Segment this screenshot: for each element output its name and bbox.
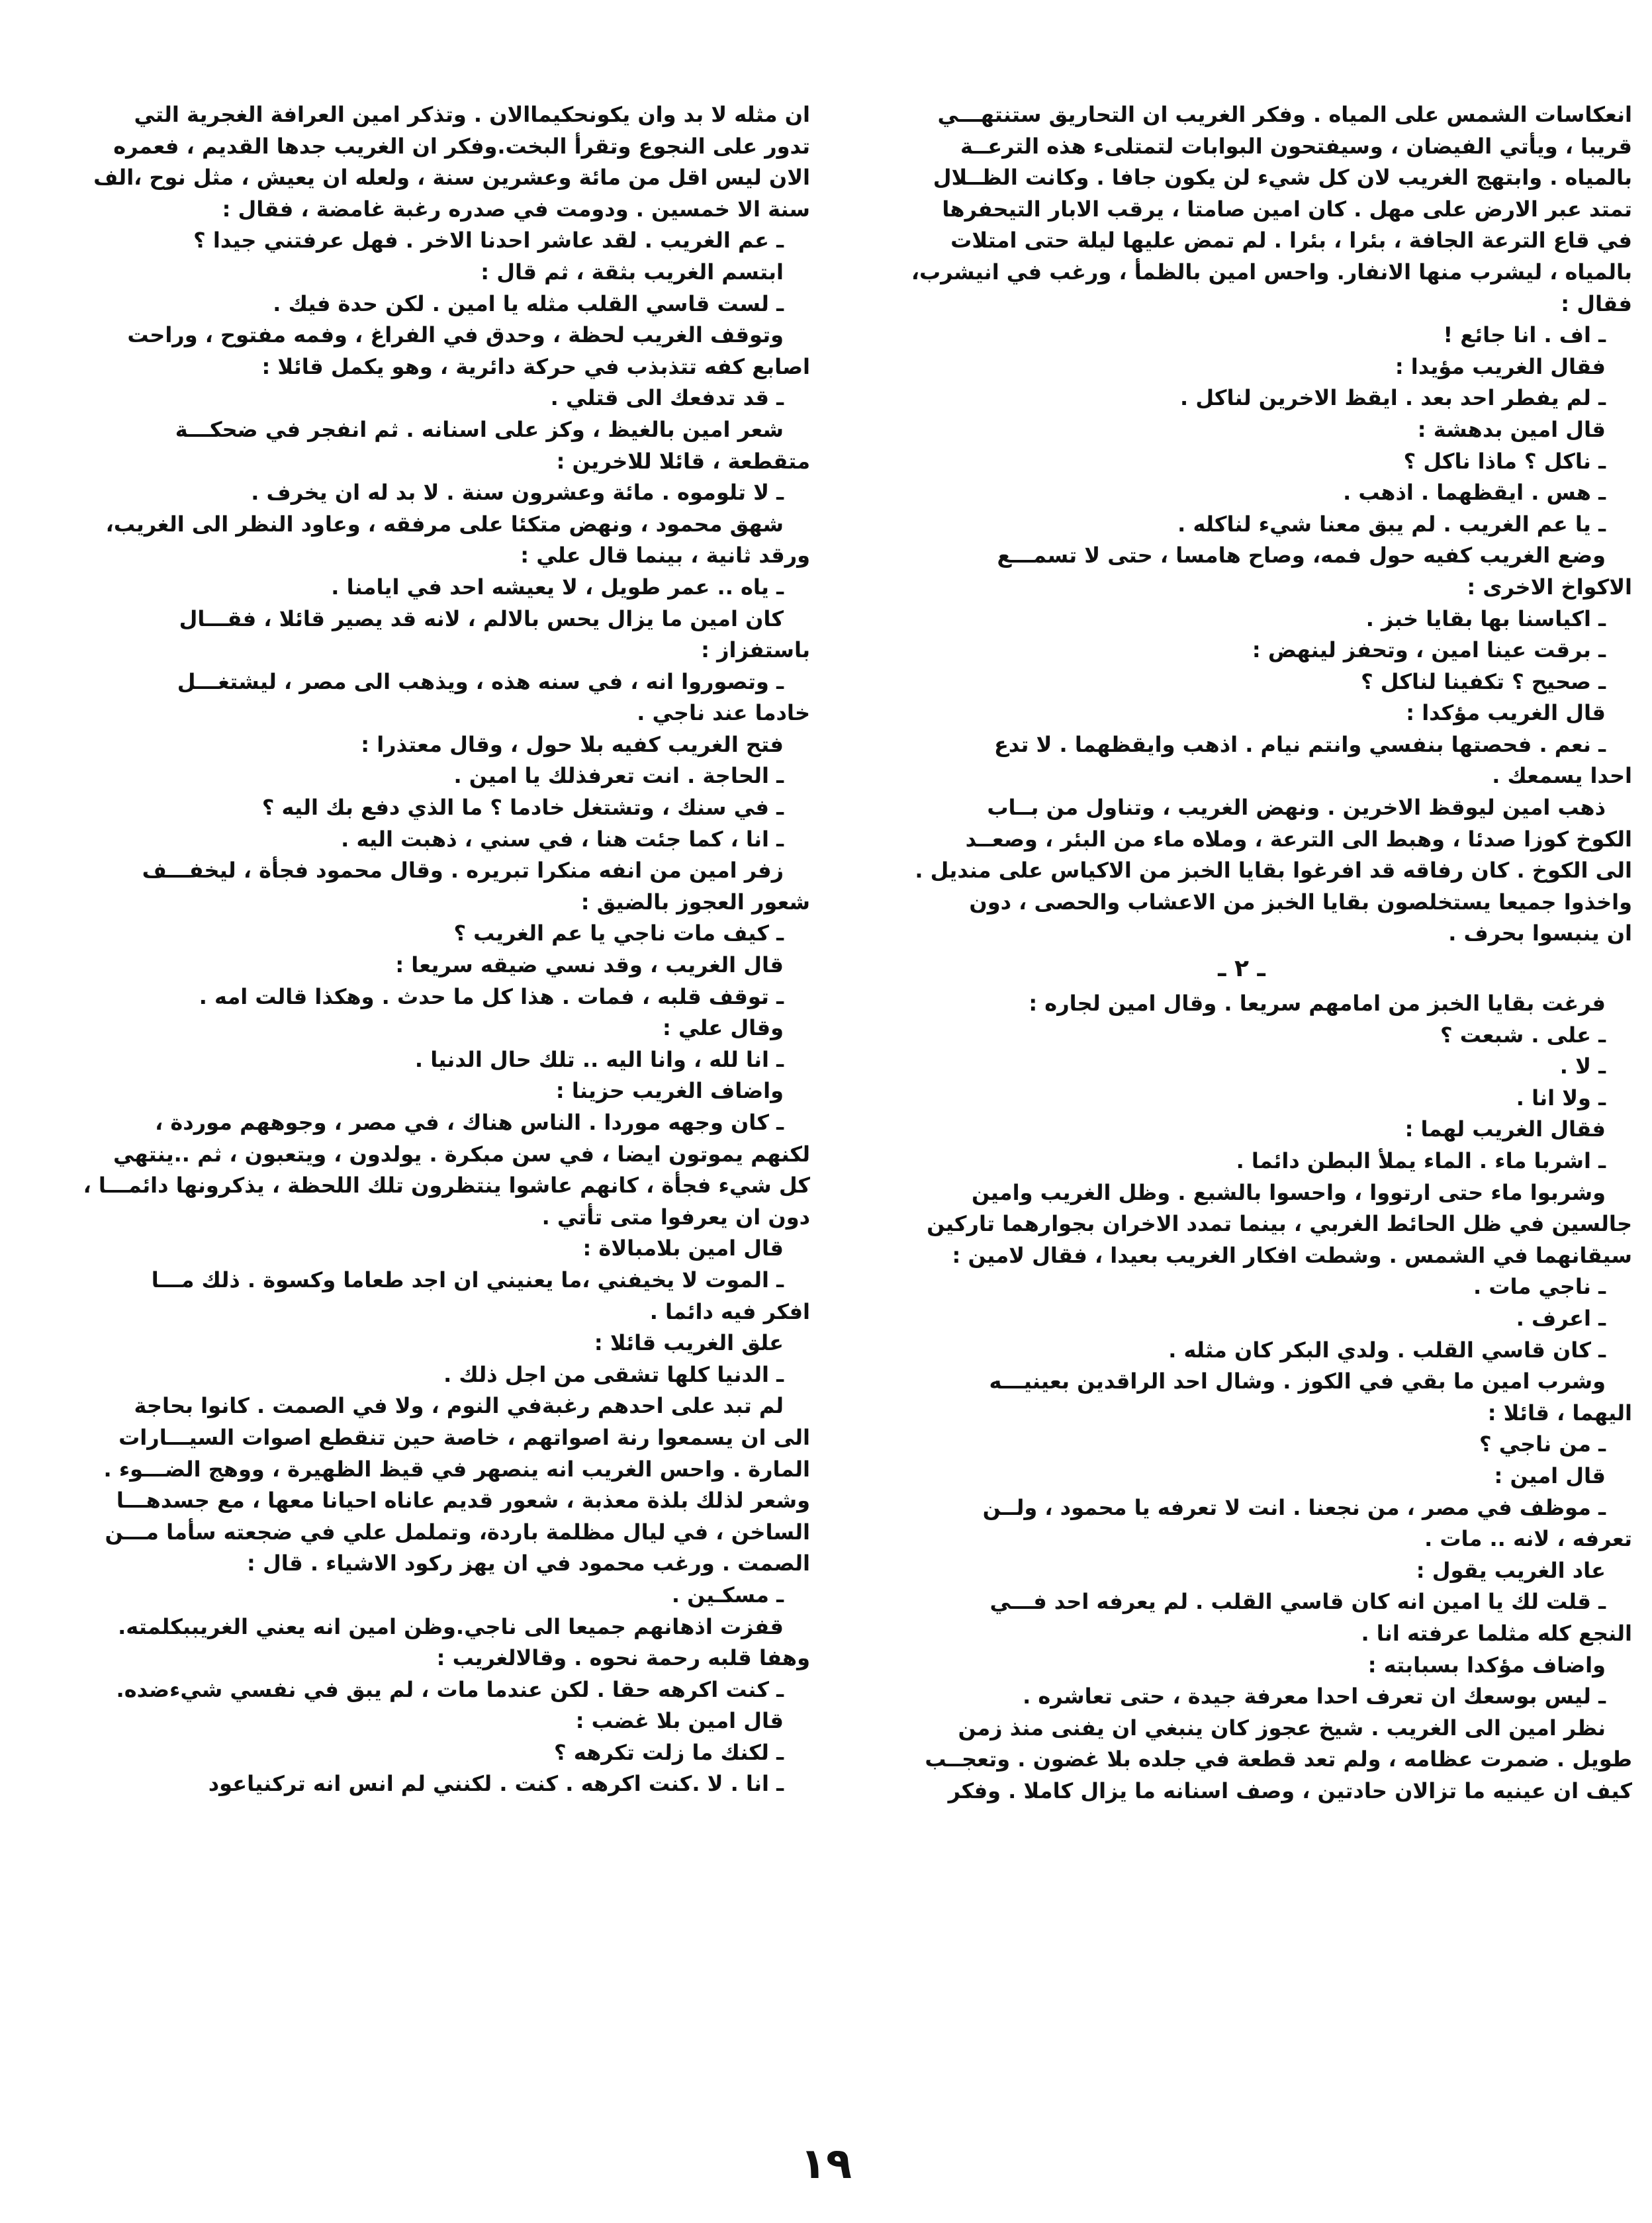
text-line: قريبا ، ويأتي الفيضان ، وسيفتحون البوابات لتمتلىء هذه الترعــة xyxy=(960,133,1632,159)
page-number: ١٩ xyxy=(800,2140,852,2189)
dialogue-line: ـ موظف في مصر ، من نجعنا . انت لا تعرفه يا محمود ، ولــن xyxy=(982,1494,1606,1520)
text-line: الكوخ كوزا صدئا ، وهبط الى الترعة ، وملاه ماء من البئر ، وصعــد xyxy=(965,826,1632,852)
text-line: قال امين بلا غضب : xyxy=(575,1708,784,1734)
dialogue-line: ـ لا . xyxy=(1559,1054,1606,1079)
dialogue-line: ـ هس . ايقظهما . اذهب . xyxy=(1343,480,1606,506)
dialogue-line: ـ انا لله ، وانا اليه .. تلك حال الدنيا . xyxy=(414,1046,784,1072)
dialogue-line: ـ لكنك ما زلت تكرهه ؟ xyxy=(554,1739,784,1765)
text-line: افكر فيه دائما . xyxy=(649,1298,810,1324)
text-line: اليهما ، قائلا : xyxy=(1487,1400,1632,1426)
dialogue-line: ـ كيف مات ناجي يا عم الغريب ؟ xyxy=(453,921,784,946)
dialogue-line: ـ ليس بوسعك ان تعرف احدا معرفة جيدة ، حتى تعاشره . xyxy=(1023,1684,1606,1709)
text-line: وشعر لذلك بلذة معذبة ، شعور قديم عاناه احيانا معها ، مع جسدهـــا xyxy=(116,1488,810,1514)
text-line: الان ليس اقل من مائة وعشرين سنة ، ولعله ان يعيش ، مثل نوح ،الف xyxy=(93,165,810,191)
text-line: الى الكوخ . كان رفاقه قد افرغوا بقايا الخبز من الاكياس على منديل . xyxy=(915,858,1632,884)
text-line: الاكواخ الاخرى : xyxy=(1467,574,1632,600)
dialogue-line: ـ على . شبعت ؟ xyxy=(1440,1022,1606,1048)
dialogue-line: ـ ناكل ؟ ماذا ناكل ؟ xyxy=(1403,448,1606,474)
text-line: سنة الا خمسين . ودومت في صدره رغبة غامضة ، فقال : xyxy=(222,196,810,222)
text-line: فقال الغريب لهما : xyxy=(1404,1116,1606,1142)
dialogue-line: ـ لا تلوموه . مائة وعشرون سنة . لا بد له ان يخرف . xyxy=(251,480,784,506)
text-line: متقطعة ، قائلا للاخرين : xyxy=(556,448,810,474)
text-line: وتوقف الغريب لحظة ، وحدق في الفراغ ، وفمه مفتوح ، وراحت xyxy=(127,322,784,348)
dialogue-line: ـ انا ، كما جئت هنا ، في سني ، ذهبت اليه . xyxy=(341,826,784,852)
dialogue-line: ـ انا . لا .كنت اكرهه . كنت . لكنني لم انس انه تركنياعود xyxy=(208,1771,784,1797)
text-line: قال امين : xyxy=(1494,1463,1606,1488)
text-line: شعر امين بالغيظ ، وكز على اسنانه . ثم انفجر في ضحكـــة xyxy=(175,416,784,442)
text-line: واضاف الغريب حزينا : xyxy=(555,1078,784,1104)
text-line: لكنهم يموتون ايضا ، في سن مبكرة . يولدون ، ويتعبون ، ثم ..ينتهي xyxy=(113,1141,810,1167)
text-line: تدور على النجوع وتقرأ البخت.وفكر ان الغريب جدها القديم ، فعمره xyxy=(113,133,810,159)
text-line: تمتد عبر الارض على مهل . كان امين صامتا ، يرقب الابار التيحفرها xyxy=(942,196,1632,222)
dialogue-line: ـ صحيح ؟ تكفينا لناكل ؟ xyxy=(1361,668,1606,694)
text-line: كل شيء فجأة ، كانهم عاشوا ينتظرون تلك اللحظة ، يذكرونها دائمـــا ، xyxy=(83,1173,810,1199)
dialogue-line: ـ كان وجهه موردا . الناس هناك ، في مصر ، وجوههم موردة ، xyxy=(155,1110,784,1135)
text-line: قال الغريب ، وقد نسي ضيقه سريعا : xyxy=(395,952,784,978)
text-line: وهفا قلبه رحمة نحوه . وقالالغريب : xyxy=(436,1645,810,1671)
text-line: ذهب امين ليوقظ الاخرين . ونهض الغريب ، وتناول من بــاب xyxy=(987,795,1606,821)
dialogue-line: ـ توقف قلبه ، فمات . هذا كل ما حدث . وهكذا قالت امه . xyxy=(199,983,784,1009)
dialogue-line: ـ اكياسنا بها بقايا خبز . xyxy=(1365,606,1606,631)
dialogue-line: ـ قد تدفعك الى قتلي . xyxy=(550,385,784,411)
text-line: شعور العجوز بالضيق : xyxy=(580,889,810,915)
text-line: انعكاسات الشمس على المياه . وفكر الغريب ان التحاريق ستنتهـــي xyxy=(937,102,1632,127)
dialogue-line: ـ اعرف . xyxy=(1516,1305,1606,1331)
text-line: كيف ان عينيه ما تزالان حادتين ، وصف اسنانه ما يزال كاملا . وفكر xyxy=(948,1778,1632,1803)
dialogue-line: ـ لست قاسي القلب مثله يا امين . لكن حدة فيك . xyxy=(273,291,784,316)
dialogue-line: ـ عم الغريب . لقد عاشر احدنا الاخر . فهل عرفتني جيدا ؟ xyxy=(193,228,784,253)
text-line: بالمياه . وابتهج الغريب لان كل شيء لن يكون جافا . وكانت الظــلال xyxy=(933,165,1632,191)
dialogue-line: ـ يا عم الغريب . لم يبق معنا شيء لناكله . xyxy=(1177,511,1606,537)
dialogue-line: ـ كان قاسي القلب . ولدي البكر كان مثله . xyxy=(1168,1337,1606,1363)
section-marker: ـ ٢ ـ xyxy=(1218,955,1265,983)
text-line: وشربوا ماء حتى ارتووا ، واحسوا بالشبع . وظل الغريب وامين xyxy=(971,1179,1606,1205)
dialogue-line: ـ اف . انا جائع ! xyxy=(1443,322,1606,348)
dialogue-line: ـ برقت عينا امين ، وتحفز لينهض : xyxy=(1252,637,1606,663)
text-line: ابتسم الغريب بثقة ، ثم قال : xyxy=(481,259,784,285)
text-line: وشرب امين ما بقي في الكوز . وشال احد الراقدين بعينيـــه xyxy=(989,1369,1606,1394)
text-line: وضع الغريب كفيه حول فمه، وصاح هامسا ، حتى لا تسمـــع xyxy=(997,543,1606,568)
text-line: باستفزاز : xyxy=(701,637,810,663)
dialogue-line: ـ قلت لك يا امين انه كان قاسي القلب . لم يعرفه احد فـــي xyxy=(989,1589,1606,1615)
text-line: وقال علي : xyxy=(663,1015,784,1041)
dialogue-line: ـ الحاجة . انت تعرفذلك يا امين . xyxy=(453,763,784,789)
dialogue-line: ـ الموت لا يخيفني ،ما يعنيني ان اجد طعاما وكسوة . ذلك مـــا xyxy=(151,1267,784,1293)
text-line: سيقانهما في الشمس . وشطت افكار الغريب بعيدا ، فقال لامين : xyxy=(952,1242,1632,1268)
text-line: اصابع كفه تتذبذب في حركة دائرية ، وهو يكمل قائلا : xyxy=(261,353,810,379)
text-line: الصمت . ورغب محمود في ان يهز ركود الاشياء . قال : xyxy=(247,1551,810,1576)
text-line: قفزت اذهانهم جميعا الى ناجي.وظن امين انه يعني الغريببكلمته. xyxy=(118,1613,784,1639)
text-line: لم تبد على احدهم رغبةفي النوم ، ولا في الصمت . كانوا بحاجة xyxy=(134,1393,784,1419)
dialogue-line: ـ كنت اكرهه حقا . لكن عندما مات ، لم يبق في نفسي شيءضده. xyxy=(116,1676,784,1702)
text-line: علق الغريب قائلا : xyxy=(594,1330,784,1356)
dialogue-line: ـ نعم . فحصتها بنفسي وانتم نيام . اذهب وايقظهما . لا تدع xyxy=(994,731,1606,757)
right-text-column xyxy=(851,99,1632,2124)
text-line: فقال الغريب مؤيدا : xyxy=(1395,353,1606,379)
text-line: شهق محمود ، ونهض متكئا على مرفقه ، وعاود النظر الى الغريب، xyxy=(105,511,784,537)
text-line: واضاف مؤكدا بسبابته : xyxy=(1367,1652,1606,1678)
text-line: واخذوا جميعا يستخلصون بقايا الخبز من الاعشاب والحصى ، دون xyxy=(969,889,1632,915)
text-line: قال امين بدهشة : xyxy=(1417,416,1606,442)
dialogue-line: ـ لم يفطر احد بعد . ايقظ الاخرين لناكل . xyxy=(1180,385,1606,411)
text-line: الساخن ، في ليال مظلمة باردة، وتململ علي في ضجعته سأما مـــن xyxy=(105,1519,810,1545)
text-line: جالسين في ظل الحائط الغربي ، بينما تمدد الاخران بجوارهما تاركين xyxy=(927,1211,1632,1237)
text-line: ورقد ثانية ، بينما قال علي : xyxy=(520,543,810,568)
dialogue-line: ـ ناجي مات . xyxy=(1473,1274,1606,1300)
text-line: ان مثله لا بد وان يكونحكيماالان . وتذكر امين العرافة الغجرية التي xyxy=(134,102,810,127)
dialogue-line: ـ من ناجي ؟ xyxy=(1479,1431,1606,1457)
dialogue-line: ـ مسكـين . xyxy=(671,1582,784,1608)
dialogue-line: ـ في سنك ، وتشتغل خادما ؟ ما الذي دفع بك اليه ؟ xyxy=(261,795,784,821)
dialogue-line: ـ ولا انا . xyxy=(1516,1085,1606,1111)
text-line: في قاع الترعة الجافة ، بئرا ، بئرا . لم تمض عليها ليلة حتى امتلات xyxy=(950,228,1632,253)
text-line: خادما عند ناجي . xyxy=(637,700,810,726)
text-line: دون ان يعرفوا متى تأتي . xyxy=(541,1204,810,1230)
text-line: فتح الغريب كفيه بلا حول ، وقال معتذرا : xyxy=(361,731,784,757)
dialogue-line: ـ الدنيا كلها تشقى من اجل ذلك . xyxy=(443,1361,784,1387)
text-line: قال الغريب مؤكدا : xyxy=(1406,700,1606,726)
text-line: عاد الغريب يقول : xyxy=(1416,1557,1606,1583)
text-line: قال امين بلامبالاة : xyxy=(582,1236,784,1261)
text-line: نظر امين الى الغريب . شيخ عجوز كان ينبغي ان يفنى منذ زمن xyxy=(958,1715,1606,1741)
text-line: ان ينبسوا بحرف . xyxy=(1448,921,1632,946)
left-text-column xyxy=(29,99,810,2124)
dialogue-line: ـ اشربا ماء . الماء يملأ البطن دائما . xyxy=(1236,1148,1606,1173)
dialogue-line: ـ ياه .. عمر طويل ، لا يعيشه احد في ايامنا . xyxy=(331,574,784,600)
text-line: طويل . ضمرت عظامه ، ولم تعد قطعة في جلده بلا غضون . وتعجــب xyxy=(925,1747,1632,1772)
text-line: فرغت بقايا الخبز من امامهم سريعا . وقال امين لجاره : xyxy=(1029,991,1606,1017)
text-line: الى ان يسمعوا رنة اصواتهم ، خاصة حين تنقطع اصوات السيـــارات xyxy=(118,1424,810,1450)
text-line: كان امين ما يزال يحس بالالم ، لانه قد يصير قائلا ، فقـــال xyxy=(179,606,784,631)
dialogue-line: ـ وتصوروا انه ، في سنه هذه ، ويذهب الى مصر ، ليشتغـــل xyxy=(177,668,784,694)
text-line: تعرفه ، لانه .. مات . xyxy=(1424,1526,1632,1552)
text-line: زفر امين من انفه منكرا تبريره . وقال محمود فجأة ، ليخفـــف xyxy=(142,858,784,884)
text-line: احدا يسمعك . xyxy=(1492,763,1632,789)
text-line: المارة . واحس الغريب انه ينصهر في قيظ الظهيرة ، ووهج الضـــوء . xyxy=(103,1456,810,1482)
text-line: بالمياه ، ليشرب منها الانفار. واحس امين بالظمأ ، ورغب في انيشرب، xyxy=(911,259,1632,285)
text-line: فقال : xyxy=(1561,291,1632,316)
text-line: النجع كله مثلما عرفته انا . xyxy=(1361,1620,1632,1646)
